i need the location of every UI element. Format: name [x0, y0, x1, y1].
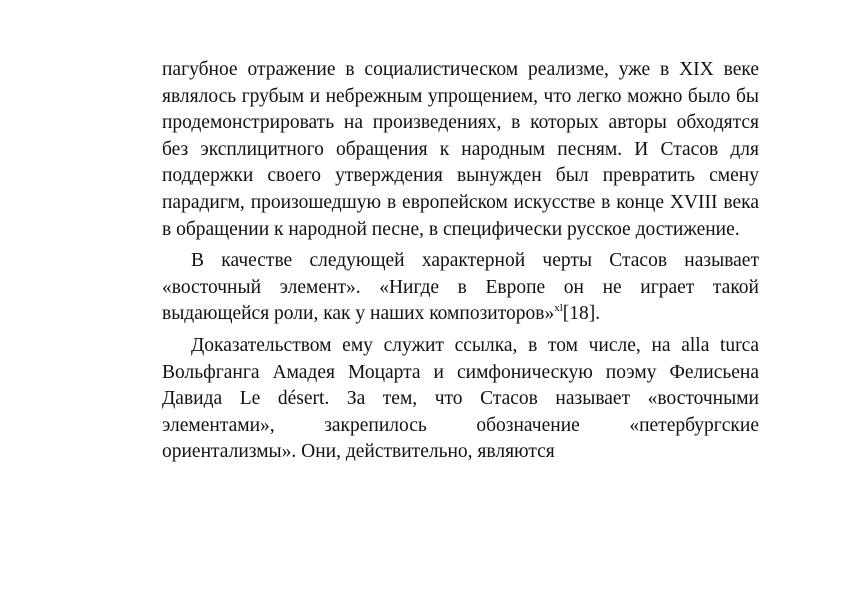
paragraph-eastern-element [162, 248, 759, 328]
endnote-marker: xl [554, 302, 563, 315]
body-text [162, 57, 759, 466]
paragraph-continuation: пагубное отражение в социалистическом реализме, уже в XIX веке являлось грубым и небрежным упрощением, что легко можно было бы продемонстрировать на произведениях, в которых авторы обходятся без эксплицитного обращения к народным песням. И Стасов для поддержки своего утверждения вынужден был превратить смену парадигм, произошедшую в европейском искусстве в конце XVIII века в обращении к народной песне, в специфически русское достижение. [162, 59, 759, 240]
paragraph-text: В качестве следующей характерной черты Стасов называет «восточный элемент». «Нигде в Европе он не играет такой выдающейся роли, как у наших композиторов» [162, 250, 759, 325]
paragraph-evidence: Доказательством ему служит ссылка, в том числе, на alla turca Вольфганга Амадея Моцарта и симфоническую поэму Фелисьена Давида Le désert. За тем, что Стасов называет «восточными элементами», закрепилось обозначение «петербургские ориентализмы». Они, действительно, являются [162, 334, 759, 463]
citation-reference: [18]. [562, 303, 601, 325]
